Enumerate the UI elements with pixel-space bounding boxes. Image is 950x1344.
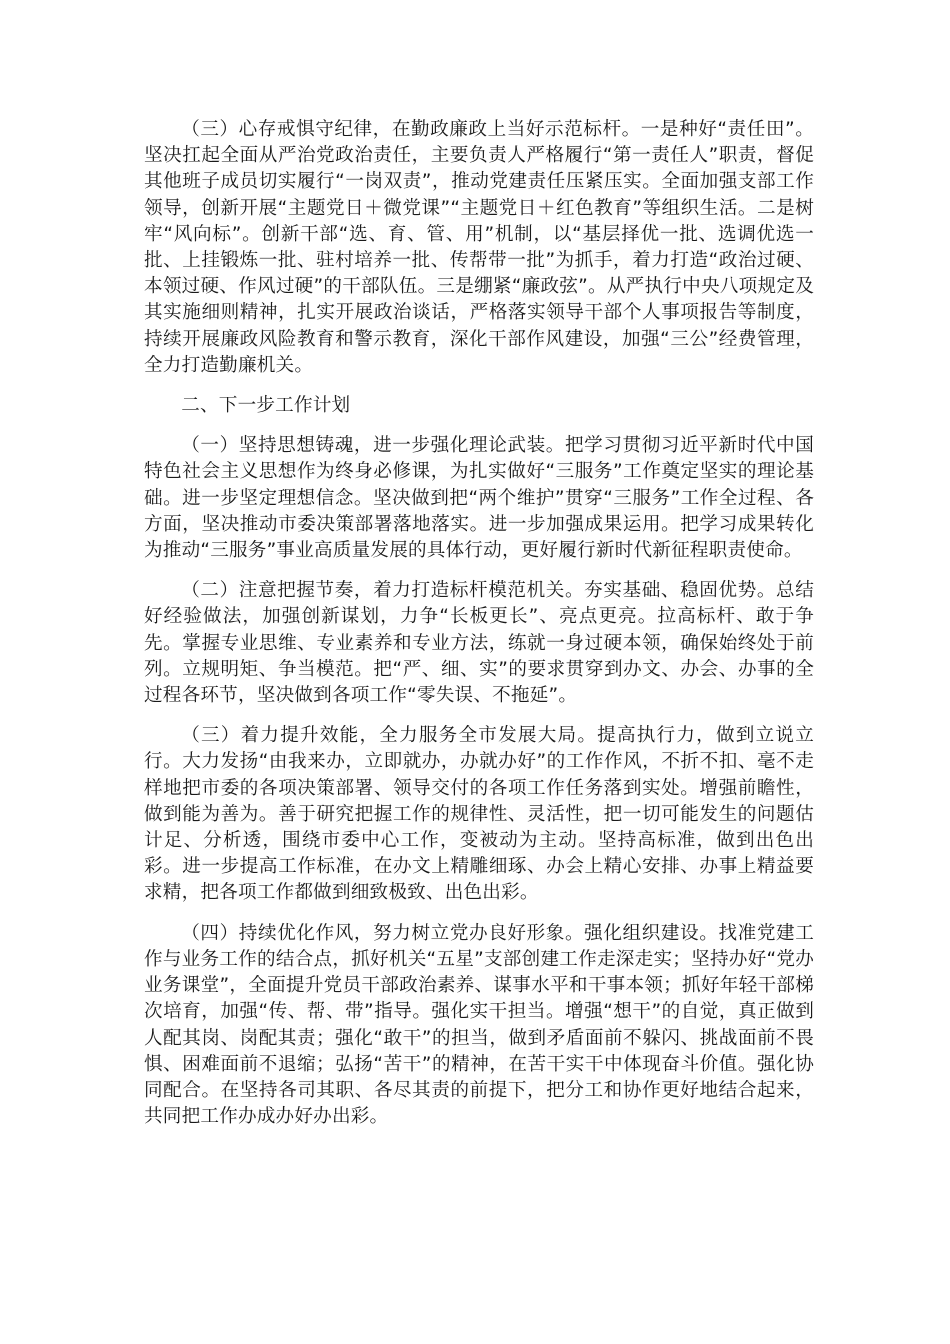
- paragraph-work-style: （四）持续优化作风，努力树立党办良好形象。强化组织建设。找准党建工作与业务工作的结合点，抓好机关“五星”支部创建工作走深走实；坚持办好“党办业务课堂”，全面提升党员干部政治素养、谋事水平和干事本领；抓好年轻干部梯次培育，加强“传、帮、带”指导。强化实干担当。增强“想干”的自觉，真正做到人配其岗、岗配其责；强化“敢干”的担当，做到矛盾面前不躲闪、挑战面前不畏惧、困难面前不退缩；弘扬“苦干”的精神，在苦干实干中体现奋斗价值。强化协同配合。在坚持各司其职、各尽其责的前提下，把分工和协作更好地结合起来，共同把工作办成办好办出彩。: [144, 922, 814, 1128]
- section-heading-next-steps: 二、下一步工作计划: [181, 395, 351, 417]
- paragraph-pace: （二）注意把握节奏，着力打造标杆模范机关。夯实基础、稳固优势。总结好经验做法，加强创新谋划，力争“长板更长”、亮点更亮。拉高标杆、敢于争先。掌握专业思维、专业素养和专业方法，练就一身过硬本领，确保始终处于前列。立规明矩、争当模范。把“严、细、实”的要求贯穿到办文、办会、办事的全过程各环节，坚决做到各项工作“零失误、不拖延”。: [144, 580, 814, 707]
- document-page: [144, 117, 814, 1144]
- paragraph-efficiency: （三）着力提升效能，全力服务全市发展大局。提高执行力，做到立说立行。大力发扬“由我来办，立即就办，办就办好”的工作作风，不折不扣、毫不走样地把市委的各项决策部署、领导交付的各项工作任务落到实处。增强前瞻性，做到能为善为。善于研究把握工作的规律性、灵活性，把一切可能发生的问题估计足、分析透，围绕市委中心工作，变被动为主动。坚持高标准，做到出色出彩。进一步提高工作标准，在办文上精雕细琢、办会上精心安排、办事上精益要求精，把各项工作都做到细致极致、出色出彩。: [144, 725, 814, 904]
- paragraph-ideology: （一）坚持思想铸魂，进一步强化理论武装。把学习贯彻习近平新时代中国特色社会主义思想作为终身必修课，为扎实做好“三服务”工作奠定坚实的理论基础。进一步坚定理想信念。坚决做到把“两个维护”贯穿“三服务”工作全过程、各方面，坚决推动市委决策部署落地落实。进一步加强成果运用。把学习成果转化为推动“三服务”事业高质量发展的具体行动，更好履行新时代新征程职责使命。: [144, 435, 814, 562]
- paragraph-discipline: （三）心存戒惧守纪律，在勤政廉政上当好示范标杆。一是种好“责任田”。坚决扛起全面从严治党政治责任，主要负责人严格履行“第一责任人”职责，督促其他班子成员切实履行“一岗双责”，推动党建责任压紧压实。全面加强支部工作领导，创新开展“主题党日＋微党课”“主题党日＋红色教育”等组织生活。二是树牢“风向标”。创新干部“选、育、管、用”机制，以“基层择优一批、选调优选一批、上挂锻炼一批、驻村培养一批、传帮带一批”为抓手，着力打造“政治过硬、本领过硬、作风过硬”的干部队伍。三是绷紧“廉政弦”。从严执行中央八项规定及其实施细则精神，扎实开展政治谈话，严格落实领导干部个人事项报告等制度，持续开展廉政风险教育和警示教育，深化干部作风建设，加强“三公”经费管理，全力打造勤廉机关。: [144, 119, 814, 376]
